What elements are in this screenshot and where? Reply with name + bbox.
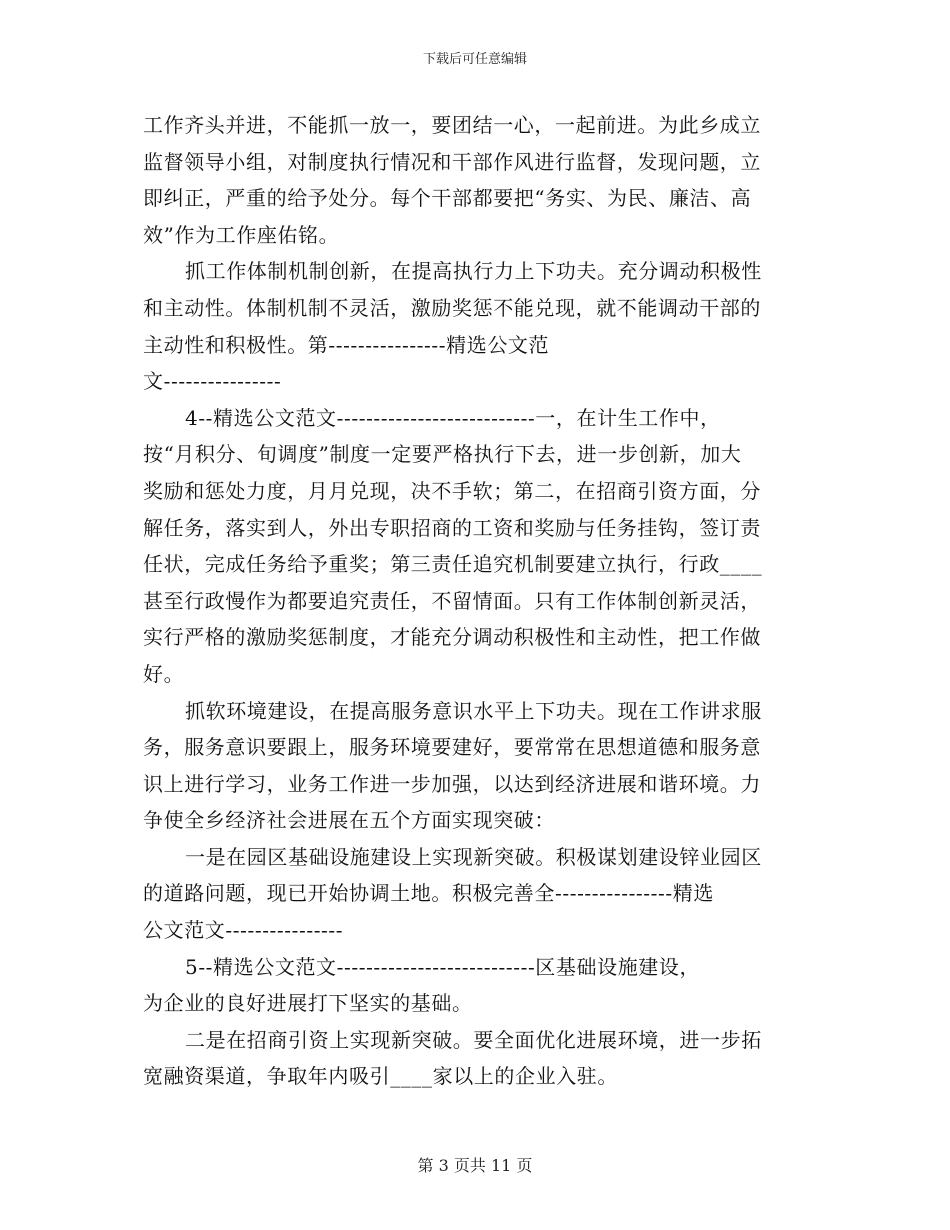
page-number: 第 3 页共 11 页	[417, 1156, 533, 1175]
document-body	[143, 107, 823, 1095]
body-line: 务，服务意识要跟上，服务环境要建好，要常常在思想道德和服务意	[143, 735, 761, 760]
body-line: 好。	[143, 661, 185, 686]
body-line: 奖励和惩处力度，月月兑现，决不手软；第二，在招商引资方面，分	[143, 478, 761, 503]
paragraph-first-line: 5--精选公文范文---------------------------区基础设施建设，	[185, 954, 701, 979]
body-line: 文----------------	[143, 369, 282, 394]
body-line: 识上进行学习，业务工作进一步加强，以达到经济进展和谐环境。力	[143, 771, 761, 796]
body-line: 即纠正，严重的给予处分。每个干部都要把“务实、为民、廉洁、高	[143, 186, 752, 211]
body-line: 解任务，落实到人，外出专职招商的工资和奖励与任务挂钩，签订责	[143, 515, 761, 540]
body-line: 实行严格的激励奖惩制度，才能充分调动积极性和主动性，把工作做	[143, 625, 761, 650]
body-line: 主动性和积极性。第----------------精选公文范	[143, 332, 550, 357]
paragraph-first-line: 一是在园区基础设施建设上实现新突破。积极谋划建设锌业园区	[185, 844, 762, 869]
body-line: 争使全乡经济社会进展在五个方面实现突破：	[143, 808, 555, 833]
body-line: 宽融资渠道，争取年内吸引____家以上的企业入驻。	[143, 1064, 618, 1089]
paragraph-first-line: 4--精选公文范文---------------------------一，在计生工作中，	[185, 405, 721, 430]
body-line: 任状，完成任务给予重奖；第三责任追究机制要建立执行，行政____	[143, 552, 763, 577]
paragraph-first-line: 抓工作体制机制创新，在提高执行力上下功夫。充分调动积极性	[185, 259, 762, 284]
body-line: 甚至行政慢作为都要追究责任，不留情面。只有工作体制创新灵活，	[143, 588, 761, 613]
body-line: 工作齐头并进，不能抓一放一，要团结一心，一起前进。为此乡成立	[143, 113, 761, 137]
body-line: 的道路问题，现已开始协调土地。积极完善全----------------精选	[143, 881, 714, 906]
body-line: 为企业的良好进展打下坚实的基础。	[143, 991, 473, 1016]
body-line: 和主动性。体制机制不灵活，激励奖惩不能兑现，就不能调动干部的	[143, 295, 761, 320]
body-line: 监督领导小组，对制度执行情况和干部作风进行监督，发现问题，立	[143, 149, 761, 174]
page-header: 下载后可任意编辑	[422, 52, 527, 67]
body-line: 公文范文----------------	[143, 918, 344, 943]
body-line: 效”作为工作座佑铭。	[143, 222, 340, 247]
paragraph-first-line: 抓软环境建设，在提高服务意识水平上下功夫。现在工作讲求服	[185, 698, 762, 723]
body-line: 按“月积分、旬调度”制度一定要严格执行下去，进一步创新，加大	[143, 442, 742, 467]
paragraph-first-line: 二是在招商引资上实现新突破。要全面优化进展环境，进一步拓	[185, 1027, 762, 1052]
